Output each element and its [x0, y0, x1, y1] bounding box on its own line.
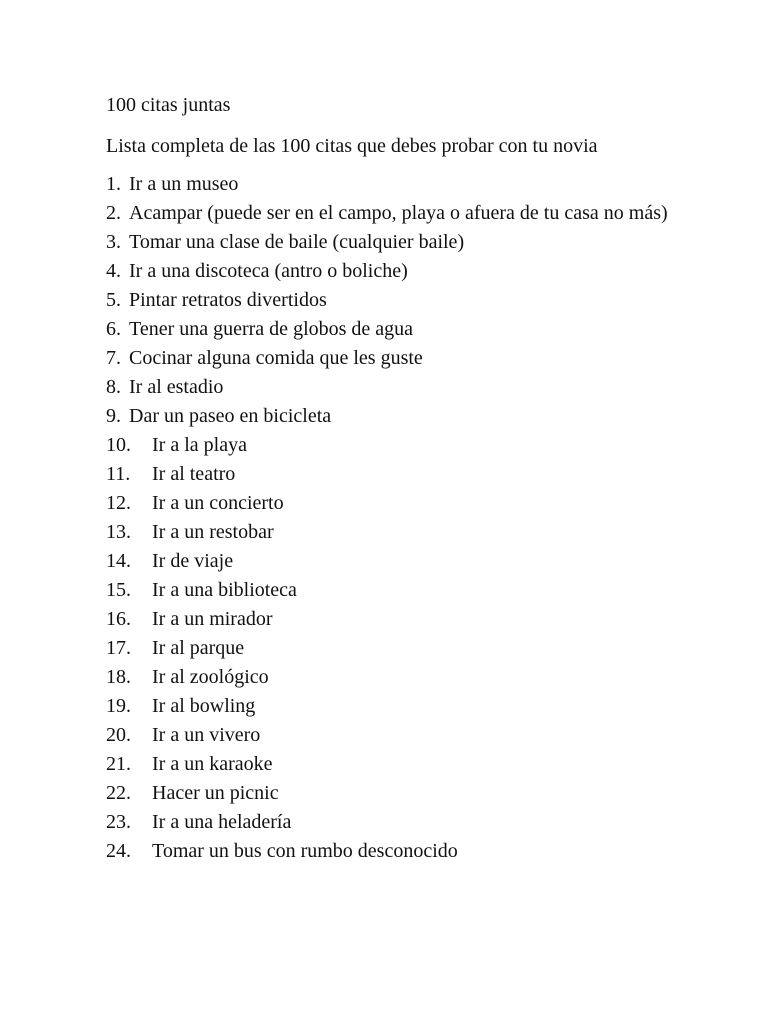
list-item	[106, 460, 676, 489]
list-item	[106, 489, 676, 518]
list-item	[106, 808, 676, 837]
list-item-text: Ir al zoológico	[152, 666, 269, 688]
list-item-text: Ir a la playa	[152, 434, 247, 456]
list-item-text: Pintar retratos divertidos	[129, 289, 327, 311]
list-item-number: 22.	[106, 782, 131, 804]
list-item	[106, 837, 676, 866]
list-item	[106, 373, 676, 402]
list-item-number: 11.	[106, 463, 131, 485]
list-item-number: 8.	[106, 376, 121, 398]
list-item	[106, 286, 676, 315]
date-ideas-list	[106, 170, 676, 866]
list-item	[106, 750, 676, 779]
document-intro: Lista completa de las 100 citas que debes probar con tu novia	[106, 135, 598, 157]
list-item	[106, 402, 676, 431]
list-item-number: 13.	[106, 521, 131, 543]
list-item-text: Tomar un bus con rumbo desconocido	[152, 840, 458, 862]
list-item-text: Tener una guerra de globos de agua	[129, 318, 414, 340]
list-item-text: Tomar una clase de baile (cualquier baile)	[129, 231, 465, 253]
list-item-text: Ir a un mirador	[152, 608, 273, 630]
list-item	[106, 518, 676, 547]
list-item	[106, 692, 676, 721]
list-item-number: 2.	[106, 202, 121, 224]
list-item-number: 20.	[106, 724, 131, 746]
list-item-text: Ir a un concierto	[152, 492, 284, 514]
list-item-text: Ir al parque	[152, 637, 245, 659]
list-item-number: 15.	[106, 579, 131, 601]
list-item-number: 5.	[106, 289, 121, 311]
list-item-number: 14.	[106, 550, 131, 572]
list-item-text: Ir a una biblioteca	[152, 579, 297, 601]
list-item-text: Dar un paseo en bicicleta	[129, 405, 332, 427]
list-item-text: Ir a un museo	[129, 173, 239, 195]
list-item	[106, 344, 676, 373]
list-item	[106, 199, 676, 228]
list-item-number: 7.	[106, 347, 121, 369]
list-item-number: 3.	[106, 231, 121, 253]
list-item-text: Ir a una heladería	[152, 811, 292, 833]
list-item-number: 18.	[106, 666, 131, 688]
list-item-text: Ir al teatro	[152, 463, 236, 485]
list-item-text: Ir a un vivero	[152, 724, 261, 746]
list-item	[106, 779, 676, 808]
document-title: 100 citas juntas	[106, 94, 231, 116]
document-page	[106, 91, 676, 866]
list-item-number: 16.	[106, 608, 131, 630]
list-item	[106, 431, 676, 460]
list-item	[106, 721, 676, 750]
list-item-number: 6.	[106, 318, 121, 340]
list-item	[106, 605, 676, 634]
list-item	[106, 634, 676, 663]
list-item-number: 9.	[106, 405, 121, 427]
list-item	[106, 315, 676, 344]
list-item	[106, 257, 676, 286]
list-item-text: Ir de viaje	[152, 550, 234, 572]
list-item	[106, 576, 676, 605]
list-item-text: Hacer un picnic	[152, 782, 279, 804]
list-item-number: 10.	[106, 434, 131, 456]
list-item-number: 4.	[106, 260, 121, 282]
list-item-text: Acampar (puede ser en el campo, playa o afuera de tu casa no más)	[129, 202, 668, 224]
list-item	[106, 547, 676, 576]
list-item-text: Ir a una discoteca (antro o boliche)	[129, 260, 408, 282]
list-item-text: Ir al estadio	[129, 376, 224, 398]
list-item-text: Ir al bowling	[152, 695, 256, 717]
list-item	[106, 228, 676, 257]
list-item-number: 1.	[106, 173, 121, 195]
list-item-number: 19.	[106, 695, 131, 717]
list-item-number: 23.	[106, 811, 131, 833]
list-item-number: 12.	[106, 492, 131, 514]
list-item	[106, 170, 676, 199]
list-item-number: 17.	[106, 637, 131, 659]
list-item-text: Ir a un restobar	[152, 521, 274, 543]
list-item	[106, 663, 676, 692]
list-item-text: Cocinar alguna comida que les guste	[129, 347, 423, 369]
list-item-text: Ir a un karaoke	[152, 753, 273, 775]
list-item-number: 24.	[106, 840, 131, 862]
list-item-number: 21.	[106, 753, 131, 775]
